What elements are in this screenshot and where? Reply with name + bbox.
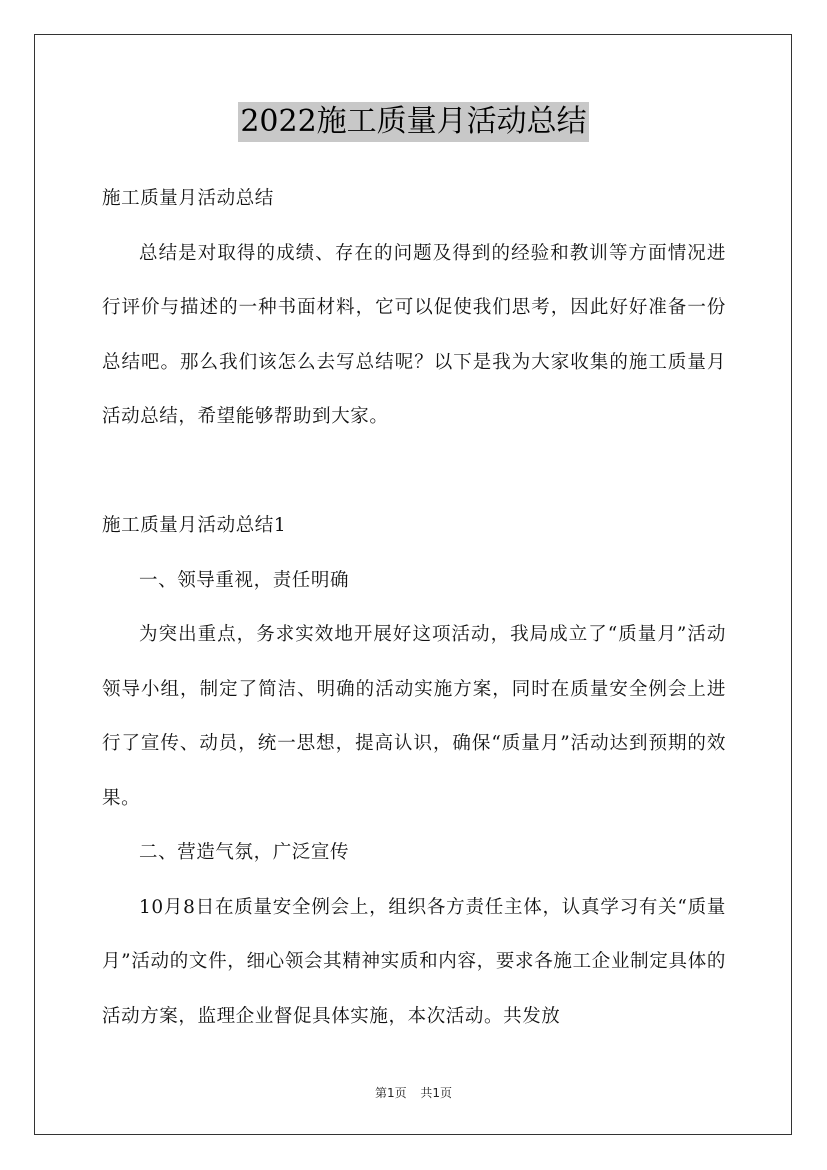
document-title: 2022施工质量月活动总结 xyxy=(238,102,588,142)
subsection-heading: 施工质量月活动总结1 xyxy=(102,515,287,536)
point-heading-2: 二、营造气氛，广泛宣传 xyxy=(139,842,350,863)
blank-line xyxy=(102,445,726,500)
page-total: 共1页 xyxy=(420,1086,453,1100)
section-heading: 施工质量月活动总结 xyxy=(102,188,274,209)
point-heading-1: 一、领导重视，责任明确 xyxy=(139,569,350,591)
body-paragraph-2: 10月8日在质量安全例会上，组织各方责任主体，认真学习有关“质量月”活动的文件，细心领会其精神实质和内容，要求各施工企业制定具体的活动方案，监理企业督促具体实施，本次活动。共发放 xyxy=(102,896,726,1027)
page-number: 第1页 xyxy=(374,1086,407,1100)
document-body xyxy=(102,172,726,1044)
intro-paragraph: 总结是对取得的成绩、存在的问题及得到的经验和教训等方面情况进行评价与描述的一种书面材料，它可以促使我们思考，因此好好准备一份总结吧。那么我们该怎么去写总结呢？以下是我为大家收集的施工质量月活动总结，希望能够帮助到大家。 xyxy=(102,242,726,427)
body-paragraph-1: 为突出重点，务求实效地开展好这项活动，我局成立了“质量月”活动领导小组，制定了简洁、明确的活动实施方案，同时在质量安全例会上进行了宣传、动员，统一思想，提高认识，确保“质量月”活动达到预期的效果。 xyxy=(102,624,726,809)
title-container xyxy=(0,102,827,142)
page-footer xyxy=(0,1084,827,1101)
